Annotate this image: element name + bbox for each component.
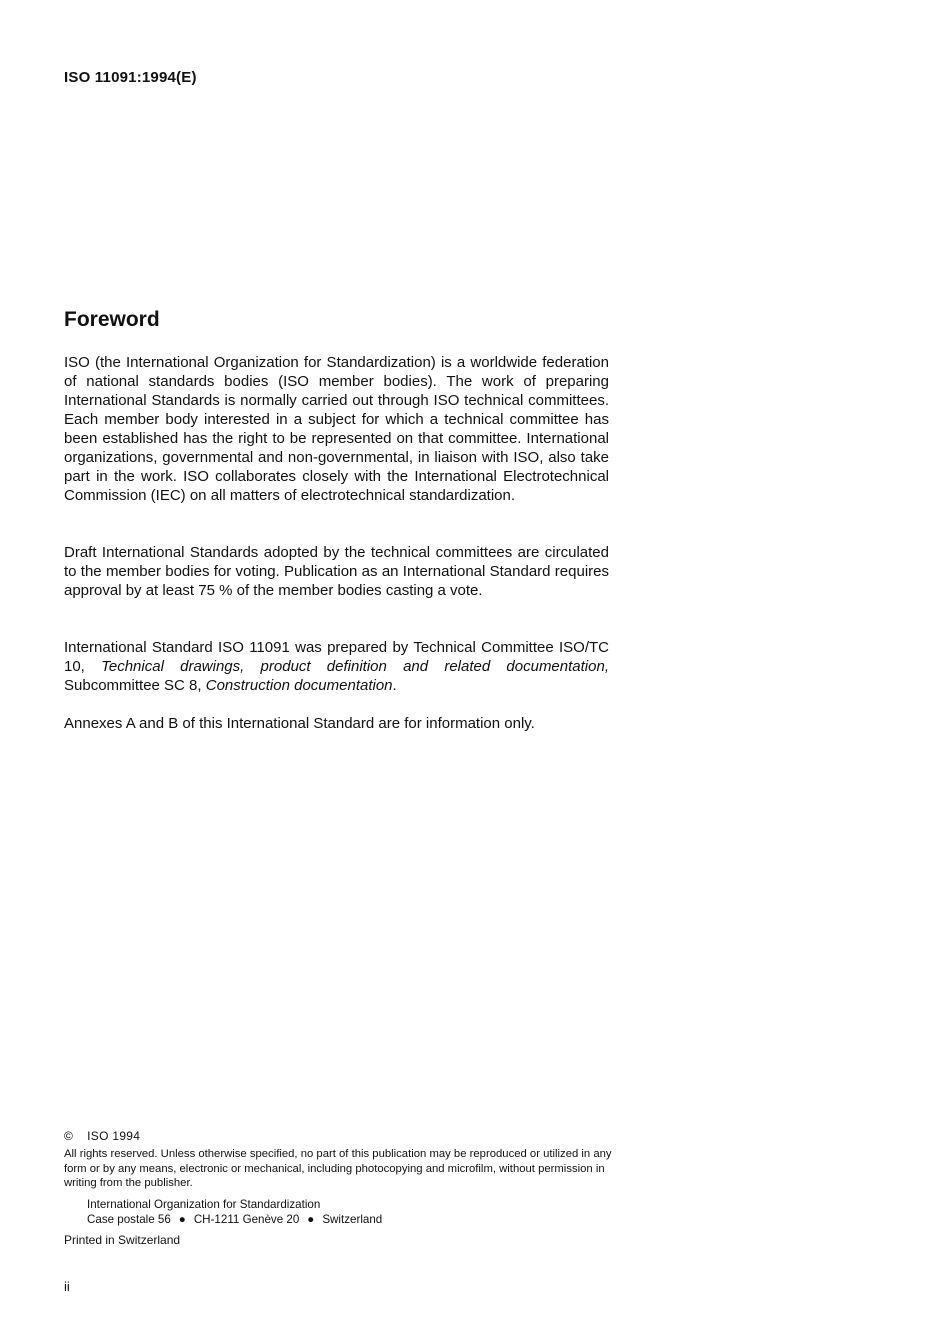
- committee-title: Technical drawings, product definition and related documentation,: [101, 658, 609, 675]
- document-header: ISO 11091:1994(E): [64, 69, 197, 86]
- publisher-name: International Organization for Standardization: [87, 1198, 321, 1211]
- paragraph-3-text-c: .: [392, 677, 397, 694]
- publisher-postal-address: [87, 1213, 382, 1228]
- address-country: Switzerland: [322, 1212, 383, 1226]
- copyright-icon: ©: [64, 1129, 74, 1143]
- section-title: Foreword: [64, 308, 160, 331]
- page-number: ii: [64, 1279, 70, 1294]
- copyright-text: ISO 1994: [87, 1129, 141, 1143]
- copyright-line: [64, 1129, 140, 1143]
- foreword-paragraph-1: ISO (the International Organization for Standardization) is a worldwide federation of national standards bodies (ISO member bodies). The work of preparing International Standards is normally carried out through ISO technical committees. Each member body interested in a subject for which a technical committee has been established has the right to be represented on that committee. International organizations, governmental and non-governmental, in liaison with ISO, also take part in the work. ISO collaborates closely with the International Electrotechnical Commission (IEC) on all matters of electrotechnical standardization.: [64, 354, 609, 504]
- foreword-paragraph-4: Annexes A and B of this International Standard are for information only.: [64, 715, 535, 732]
- printed-in: Printed in Switzerland: [64, 1233, 181, 1247]
- foreword-paragraph-3: [64, 638, 609, 695]
- publisher-address: [87, 1198, 382, 1227]
- bullet-icon: ●: [178, 1212, 186, 1226]
- foreword-paragraph-2: Draft International Standards adopted by the technical committees are circulated to the member bodies for voting. Publication as an International Standard requires approval by at least 75 % of the member bodies casting a vote.: [64, 544, 609, 599]
- address-city: CH-1211 Genève 20: [193, 1212, 300, 1226]
- rights-notice: All rights reserved. Unless otherwise specified, no part of this publication may be reproduced or utilized in any form or by any means, electronic or mechanical, including photocopying and microfilm, without permission in writing from the publisher.: [64, 1148, 612, 1189]
- paragraph-3-text-b: Subcommittee SC 8,: [64, 677, 206, 694]
- paragraph-3-text-a: International Standard ISO 11091 was prepared by Technical Committee ISO/TC 10,: [64, 639, 609, 675]
- bullet-icon: ●: [307, 1212, 315, 1226]
- subcommittee-title: Construction documentation: [205, 677, 393, 694]
- address-postbox: Case postale 56: [87, 1212, 171, 1226]
